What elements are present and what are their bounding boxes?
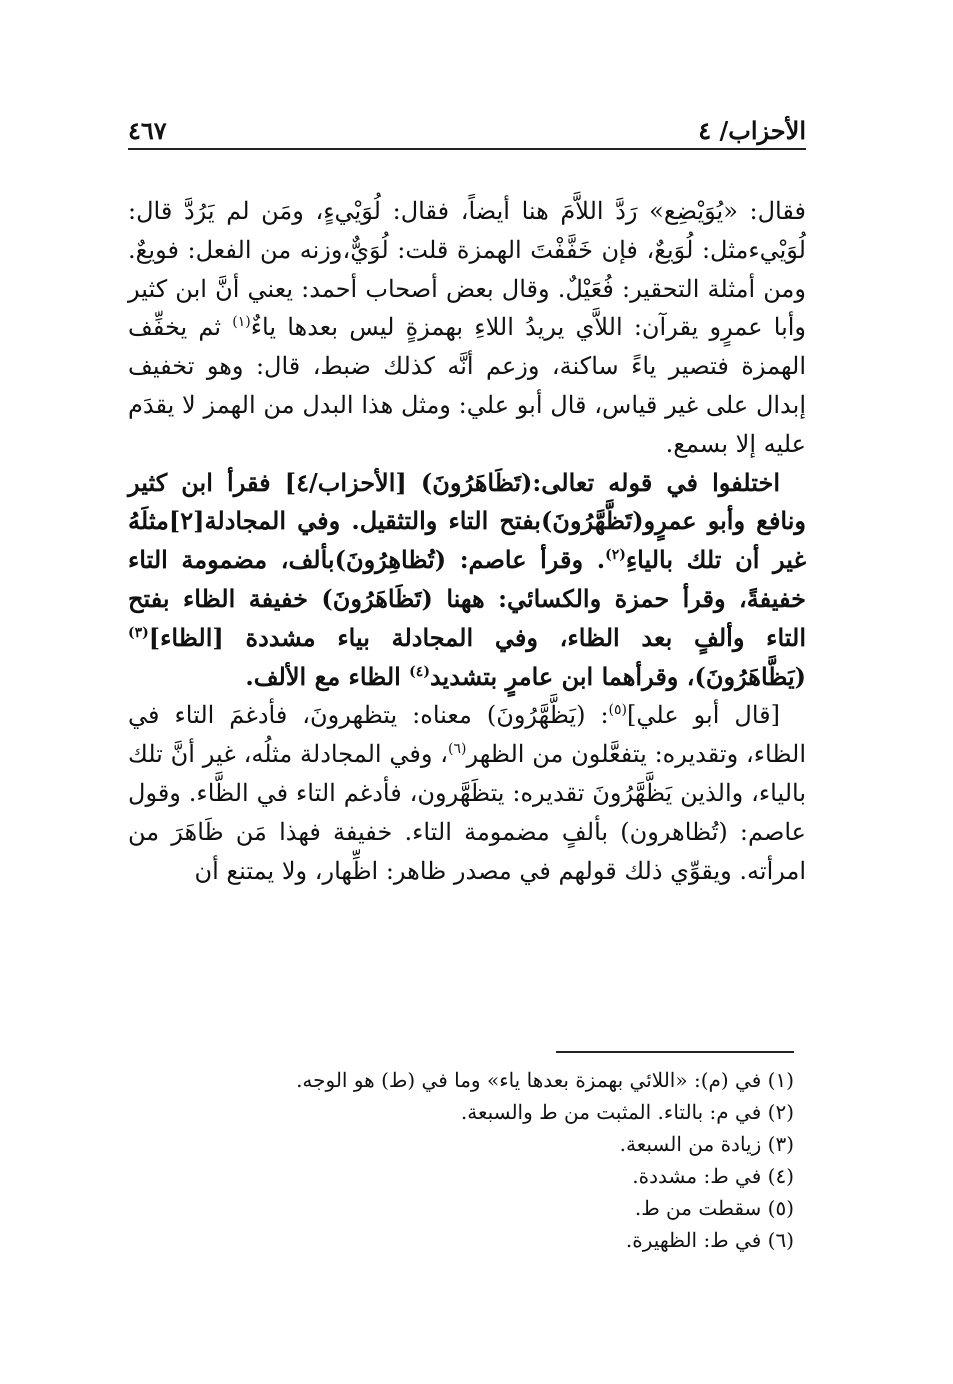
footnote-6: (٦) في ط: الظهيرة. [625,1228,794,1252]
footnote-separator [556,1051,794,1053]
footnote-ref: (٦) [448,741,467,758]
page-header [128,108,806,150]
paragraph-text: اختلفوا في قوله تعالى:(تَظَاهَرُونَ) [الأحزاب/٤] فقرأ ابن كثير ونافع وأبو عمرٍو(تَظَّهَّرُونَ)بفتح التاء والتثقيل. وفي المجادلة[٢]مثلَهُ غير أن تلك بالياءِ [128,467,806,575]
footnote-3: (٣) زيادة من السبعة. [619,1132,794,1156]
paragraph-text: فقال: «يُوَيْضِع» رَدَّ اللاَّمَ هنا أيضاً، فقال: لُوَيْيءٍ، ومَن لم يَرُدَّ قال: لُوَيْيءمثل: لُوَيعٌ، فإن خَفَّفْتَ الهمزة قلت: لُوَيٌّ،وزنه من الفعل: فويعٌ. ومن أمثلة التحقير: فُعَيْلٌ. وقال بعض أصحاب أحمد: يعني أنَّ ابن كثير وأبا عمرٍو يقرآن: اللاَّي يريدُ اللاءِ بهمزةٍ ليس بعدها ياءٌ [128,197,807,342]
footnote-5: (٥) سقطت من ط. [634,1196,794,1220]
paragraph-text: ، وفي المجادلة مثلُه، غير أنَّ تلك بالياء، والذين يَظَّهَّرُونَ تقديره: يتظَهَّرون، فأدغم التاء في الظَّاء. وقول عاصم: (تُظاهرون) بألفٍ مضمومة التاء. خفيفة فهذا مَن ظَاهَرَ من امرأته. ويقوِّي ذلك قولهم في مصدر ظاهر: اظِّهار، ولا يمتنع أن [128,740,806,885]
paragraph-text: ثم يخفِّف الهمزة فتصير ياءً ساكنة، وزعم أنَّه كذلك ضبط، قال: وهو تخفيف إبدال على غير قياس، قال أبو علي: ومثل هذا البدل من الهمز لا يقدَم عليه إلا بسمع. [128,313,807,458]
paragraph-text: [قال أبو علي] [627,701,780,730]
footnote-ref: (٤) [409,663,430,680]
paragraph-2 [128,464,806,697]
paragraph-text: (يَظَّاهَرُونَ)، وقرأهما ابن عامرٍ بتشديد [429,661,806,691]
main-text [128,192,806,890]
footnote-2: (٢) في م: بالتاء. المثبت من ط والسبعة. [460,1100,794,1124]
page-number: ٤٦٧ [128,116,167,145]
footnote-4: (٤) في ط: مشددة. [632,1164,794,1188]
footnote-ref: (٢) [605,547,626,564]
paragraph-text: . وقرأ عاصم: (تُظاهِرُونَ)بألف، مضمومة التاء خفيفةً، وقرأ حمزة والكسائي: ههنا (تَظَاهَرُونَ) خفيفة الظاء بفتح التاء وألفٍ بعد الظاء، وفي المجادلة بياء مشددة [الظاء] [128,545,806,652]
footnotes [128,1064,794,1256]
paragraph-1 [128,192,806,464]
footnote-ref: (١) [232,314,251,331]
paragraph-text: : (يَظَّهَّرُونَ) معناه: يتظهرونَ، فأدغمَ التاء في الظاء، وتقديره: يتفعَّلون من الظهر [128,701,806,769]
paragraph-text: الظاء مع الألف. [245,661,410,691]
footnote-ref: (٣) [128,624,149,641]
footnote-ref: (٥) [608,702,628,719]
running-title: الأحزاب/ ٤ [698,116,806,145]
footnote-1: (١) في (م): «اللائي بهمزة بعدها ياء» وما في (ط) هو الوجه. [296,1068,794,1092]
paragraph-3 [128,696,806,890]
